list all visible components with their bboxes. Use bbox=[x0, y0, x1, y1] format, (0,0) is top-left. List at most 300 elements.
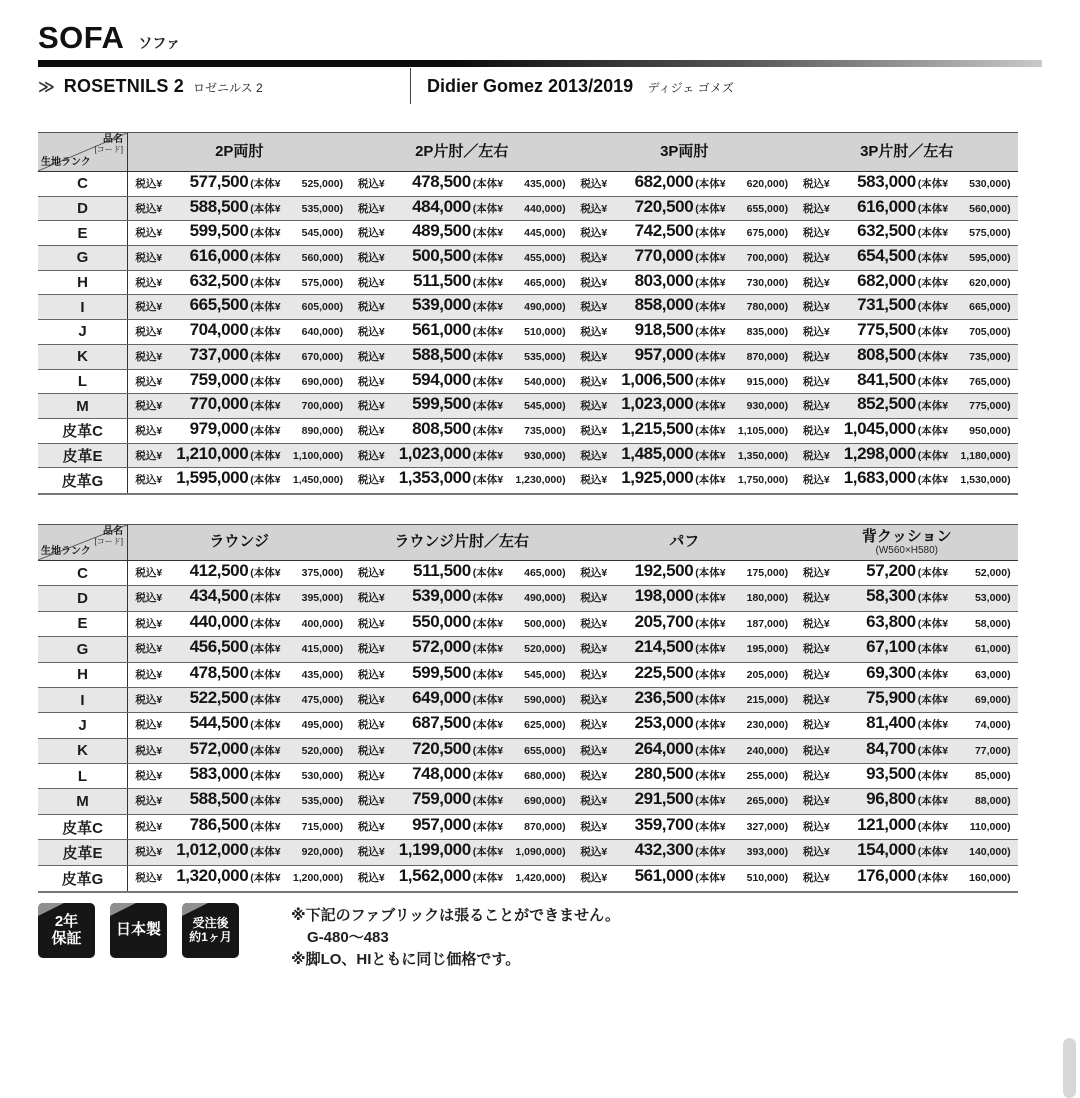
tax-included-price: 489,500 bbox=[412, 221, 471, 241]
price-cell bbox=[573, 713, 796, 737]
base-price-group: (本体¥ 690,000) bbox=[250, 375, 344, 388]
tax-included-label: 税込¥ bbox=[357, 350, 385, 363]
base-price-group: (本体¥ 835,000) bbox=[695, 326, 789, 339]
base-price-group: (本体¥ 545,000) bbox=[250, 227, 344, 240]
column-label: 3P片肘／左右 bbox=[860, 142, 954, 160]
tax-included-label: 税込¥ bbox=[357, 301, 385, 314]
corner-code-label: [コード] bbox=[94, 536, 123, 546]
tax-included-price: 803,000 bbox=[634, 270, 694, 290]
base-price: 1,230,000 bbox=[515, 474, 563, 487]
base-price-group: (本体¥ 393,000) bbox=[695, 846, 789, 859]
tax-included-label: 税込¥ bbox=[580, 227, 608, 240]
base-price: 465,000 bbox=[524, 276, 563, 289]
base-price: 1,180,000 bbox=[960, 449, 1008, 462]
tax-included-label: 税込¥ bbox=[135, 227, 163, 240]
column-header bbox=[573, 133, 796, 171]
price-cell bbox=[128, 713, 351, 737]
base-price: 560,000 bbox=[301, 252, 340, 265]
price-cell bbox=[128, 172, 351, 196]
tax-included-label: 税込¥ bbox=[357, 693, 385, 706]
tax-included-label: 税込¥ bbox=[357, 744, 385, 757]
tax-included-label: 税込¥ bbox=[802, 871, 830, 884]
base-price: 327,000 bbox=[746, 820, 785, 833]
base-price: 655,000 bbox=[524, 744, 563, 757]
product-header-row bbox=[38, 67, 1042, 105]
vertical-divider bbox=[410, 68, 411, 104]
tax-included-label: 税込¥ bbox=[580, 592, 608, 605]
tax-included-price: 682,000 bbox=[634, 172, 694, 191]
base-price-group: (本体¥ 53,000) bbox=[917, 592, 1011, 605]
product-name-ja: ロゼニルス 2 bbox=[192, 80, 263, 95]
base-price: 1,200,000 bbox=[292, 871, 340, 884]
tax-included-price: 253,000 bbox=[634, 713, 694, 733]
tax-included-label: 税込¥ bbox=[135, 820, 163, 833]
tax-included-label: 税込¥ bbox=[357, 400, 385, 413]
tax-included-price: 63,800 bbox=[866, 611, 916, 631]
base-price: 525,000 bbox=[301, 178, 340, 190]
tax-included-price: 737,000 bbox=[189, 344, 249, 364]
price-cell bbox=[573, 612, 796, 636]
tax-included-label: 税込¥ bbox=[135, 252, 163, 265]
table-row bbox=[38, 866, 1018, 891]
base-price: 690,000 bbox=[524, 795, 563, 808]
base-price-group: (本体¥ 415,000) bbox=[250, 643, 344, 656]
base-price: 870,000 bbox=[746, 350, 785, 363]
base-price-group: (本体¥ 775,000) bbox=[917, 400, 1011, 413]
base-price: 63,000 bbox=[974, 668, 1008, 681]
base-price-group: (本体¥ 1,100,000) bbox=[250, 449, 344, 462]
price-cell bbox=[796, 370, 1019, 394]
tax-included-price: 588,500 bbox=[189, 196, 249, 216]
price-cell bbox=[796, 739, 1019, 763]
price-cell bbox=[796, 345, 1019, 369]
base-price-group: (本体¥ 690,000) bbox=[472, 795, 566, 808]
base-price-group: (本体¥ 1,200,000) bbox=[250, 871, 344, 884]
fabric-rank-label: 皮革C bbox=[38, 815, 128, 839]
fabric-rank-label: H bbox=[38, 663, 128, 687]
fabric-rank-label: 皮革G bbox=[38, 866, 128, 891]
fabric-rank-label: D bbox=[38, 197, 128, 221]
base-price-group: (本体¥ 665,000) bbox=[917, 301, 1011, 314]
price-cell bbox=[351, 688, 574, 712]
corner-rank-label: 生地ランク bbox=[41, 157, 91, 168]
base-price: 655,000 bbox=[746, 202, 785, 215]
tax-included-label: 税込¥ bbox=[357, 424, 385, 437]
base-price-group: (本体¥ 890,000) bbox=[250, 424, 344, 437]
base-price: 950,000 bbox=[969, 424, 1008, 437]
tax-included-label: 税込¥ bbox=[135, 744, 163, 757]
tax-included-price: 572,000 bbox=[189, 738, 249, 758]
base-price: 510,000 bbox=[524, 326, 563, 339]
tax-included-label: 税込¥ bbox=[580, 668, 608, 681]
base-price-group: (本体¥ 680,000) bbox=[472, 770, 566, 783]
tax-included-label: 税込¥ bbox=[802, 719, 830, 732]
price-cell bbox=[796, 271, 1019, 295]
base-price: 215,000 bbox=[746, 693, 785, 706]
tax-included-label: 税込¥ bbox=[357, 770, 385, 783]
tax-included-label: 税込¥ bbox=[580, 202, 608, 215]
base-price: 915,000 bbox=[746, 375, 785, 388]
base-price-group: (本体¥ 490,000) bbox=[472, 301, 566, 314]
tax-included-label: 税込¥ bbox=[135, 424, 163, 437]
tax-included-label: 税込¥ bbox=[802, 375, 830, 388]
price-cell bbox=[573, 271, 796, 295]
base-price-group: (本体¥ 1,105,000) bbox=[695, 424, 789, 437]
base-price-group: (本体¥ 110,000) bbox=[917, 820, 1011, 833]
tax-included-label: 税込¥ bbox=[802, 693, 830, 706]
base-price-group: (本体¥ 950,000) bbox=[917, 424, 1011, 437]
price-cell bbox=[351, 840, 574, 864]
base-price-group: (本体¥ 590,000) bbox=[472, 693, 566, 706]
table-row bbox=[38, 637, 1018, 662]
base-price: 665,000 bbox=[969, 301, 1008, 314]
base-price: 85,000 bbox=[974, 770, 1008, 783]
base-price-group: (本体¥ 930,000) bbox=[695, 400, 789, 413]
table-row bbox=[38, 739, 1018, 764]
price-cell bbox=[796, 840, 1019, 864]
tax-included-price: 291,500 bbox=[634, 789, 694, 809]
badge-line: 受注後 bbox=[192, 916, 229, 931]
base-price: 77,000 bbox=[974, 744, 1008, 757]
price-cell bbox=[128, 739, 351, 763]
price-cell bbox=[573, 739, 796, 763]
tax-included-label: 税込¥ bbox=[357, 846, 385, 859]
tax-included-price: 616,000 bbox=[189, 246, 249, 266]
tax-included-label: 税込¥ bbox=[580, 424, 608, 437]
base-price: 680,000 bbox=[524, 770, 563, 783]
table-row bbox=[38, 444, 1018, 469]
fabric-rank-label: E bbox=[38, 221, 128, 245]
price-cell bbox=[351, 172, 574, 196]
tax-included-label: 税込¥ bbox=[580, 301, 608, 314]
price-cell bbox=[351, 637, 574, 661]
base-price-group: (本体¥ 52,000) bbox=[917, 566, 1011, 579]
base-price: 640,000 bbox=[301, 326, 340, 339]
tax-included-price: 539,000 bbox=[412, 586, 471, 606]
tax-included-price: 649,000 bbox=[412, 687, 471, 707]
base-price-group: (本体¥ 77,000) bbox=[917, 744, 1011, 757]
price-cell bbox=[796, 789, 1019, 813]
fabric-rank-label: 皮革E bbox=[38, 840, 128, 864]
price-cell bbox=[128, 468, 351, 493]
price-cell bbox=[351, 789, 574, 813]
base-price: 870,000 bbox=[524, 820, 563, 833]
price-cell bbox=[351, 612, 574, 636]
base-price-group: (本体¥ 58,000) bbox=[917, 617, 1011, 630]
price-cell bbox=[573, 295, 796, 319]
tax-included-price: 808,500 bbox=[412, 418, 471, 438]
price-cell bbox=[128, 688, 351, 712]
corner-rank-label: 生地ランク bbox=[41, 545, 91, 557]
base-price-group: (本体¥ 520,000) bbox=[250, 744, 344, 757]
table-row bbox=[38, 394, 1018, 419]
base-price: 465,000 bbox=[524, 566, 563, 579]
price-cell bbox=[573, 663, 796, 687]
tax-included-label: 税込¥ bbox=[135, 617, 163, 630]
base-price-group: (本体¥ 455,000) bbox=[472, 252, 566, 265]
tax-included-label: 税込¥ bbox=[802, 449, 830, 462]
tax-included-label: 税込¥ bbox=[802, 326, 830, 339]
tax-included-price: 1,023,000 bbox=[621, 394, 694, 414]
base-price: 187,000 bbox=[746, 617, 785, 630]
price-cell bbox=[573, 789, 796, 813]
base-price: 110,000 bbox=[969, 820, 1008, 833]
fabric-rank-label: K bbox=[38, 739, 128, 763]
base-price: 435,000 bbox=[301, 668, 340, 681]
base-price-group: (本体¥ 780,000) bbox=[695, 301, 789, 314]
tax-included-price: 456,500 bbox=[189, 637, 249, 657]
base-price-group: (本体¥ 180,000) bbox=[695, 592, 789, 605]
base-price: 395,000 bbox=[301, 592, 340, 605]
base-price: 1,100,000 bbox=[292, 449, 340, 462]
base-price-group: (本体¥ 1,090,000) bbox=[472, 846, 566, 859]
fabric-rank-label: C bbox=[38, 561, 128, 585]
base-price: 605,000 bbox=[301, 301, 340, 314]
base-price: 700,000 bbox=[301, 400, 340, 413]
base-price-group: (本体¥ 475,000) bbox=[250, 693, 344, 706]
tax-included-label: 税込¥ bbox=[357, 326, 385, 339]
base-price: 520,000 bbox=[524, 643, 563, 656]
base-price: 1,530,000 bbox=[960, 474, 1008, 487]
base-price: 445,000 bbox=[524, 227, 563, 240]
base-price-group: (本体¥ 560,000) bbox=[250, 252, 344, 265]
base-price-group: (本体¥ 705,000) bbox=[917, 326, 1011, 339]
badge-line: 日本製 bbox=[115, 921, 161, 939]
table-row bbox=[38, 586, 1018, 611]
gradient-divider-bar bbox=[38, 60, 1042, 67]
price-cell bbox=[796, 586, 1019, 610]
base-price: 530,000 bbox=[301, 770, 340, 783]
base-price-group: (本体¥ 495,000) bbox=[250, 719, 344, 732]
tax-included-price: 81,400 bbox=[866, 713, 916, 733]
fabric-rank-label: H bbox=[38, 271, 128, 295]
tax-included-price: 1,210,000 bbox=[176, 443, 249, 463]
base-price-group: (本体¥ 700,000) bbox=[250, 400, 344, 413]
base-price: 88,000 bbox=[974, 795, 1008, 808]
price-cell bbox=[351, 586, 574, 610]
tax-included-price: 561,000 bbox=[412, 320, 471, 340]
tax-included-label: 税込¥ bbox=[135, 202, 163, 215]
base-price: 205,000 bbox=[746, 668, 785, 681]
price-cell bbox=[351, 764, 574, 788]
tax-included-label: 税込¥ bbox=[135, 566, 163, 579]
tax-included-price: 687,500 bbox=[412, 713, 471, 733]
tax-included-label: 税込¥ bbox=[802, 643, 830, 656]
tax-included-price: 225,500 bbox=[634, 662, 694, 682]
tax-included-label: 税込¥ bbox=[357, 178, 385, 190]
price-cell bbox=[128, 561, 351, 585]
price-cell bbox=[128, 815, 351, 839]
base-price: 520,000 bbox=[301, 744, 340, 757]
page-footer bbox=[38, 903, 620, 970]
tax-included-price: 121,000 bbox=[857, 814, 916, 834]
tax-included-price: 632,500 bbox=[857, 221, 916, 241]
tax-included-label: 税込¥ bbox=[135, 178, 163, 190]
price-cell bbox=[351, 320, 574, 344]
base-price: 52,000 bbox=[974, 566, 1008, 579]
price-cell bbox=[796, 197, 1019, 221]
designer-name: Didier Gomez 2013/2019 bbox=[427, 75, 634, 96]
price-cell bbox=[128, 444, 351, 468]
base-price-group: (本体¥ 595,000) bbox=[917, 252, 1011, 265]
base-price: 595,000 bbox=[969, 252, 1008, 265]
base-price-group: (本体¥ 445,000) bbox=[472, 227, 566, 240]
tax-included-price: 979,000 bbox=[189, 418, 249, 438]
price-cell bbox=[796, 444, 1019, 468]
base-price-group: (本体¥ 535,000) bbox=[250, 795, 344, 808]
base-price: 535,000 bbox=[524, 350, 563, 363]
base-price-group: (本体¥ 530,000) bbox=[250, 770, 344, 783]
tax-included-label: 税込¥ bbox=[580, 276, 608, 289]
base-price: 490,000 bbox=[524, 301, 563, 314]
price-cell bbox=[796, 394, 1019, 418]
base-price-group: (本体¥ 640,000) bbox=[250, 326, 344, 339]
tax-included-label: 税込¥ bbox=[135, 350, 163, 363]
tax-included-price: 599,500 bbox=[412, 394, 471, 414]
base-price: 475,000 bbox=[301, 693, 340, 706]
tax-included-label: 税込¥ bbox=[802, 227, 830, 240]
base-price: 735,000 bbox=[524, 424, 563, 437]
column-header bbox=[351, 525, 574, 560]
tax-included-label: 税込¥ bbox=[580, 871, 608, 884]
note-fabric-codes: G-480〜483 bbox=[307, 928, 389, 946]
tax-included-label: 税込¥ bbox=[580, 400, 608, 413]
base-price-group: (本体¥ 575,000) bbox=[917, 227, 1011, 240]
category-title bbox=[38, 20, 1042, 56]
base-price: 620,000 bbox=[969, 276, 1008, 289]
table-row bbox=[38, 815, 1018, 840]
price-cell bbox=[573, 764, 796, 788]
price-cell bbox=[128, 394, 351, 418]
table-row bbox=[38, 789, 1018, 814]
table-row bbox=[38, 688, 1018, 713]
base-price: 775,000 bbox=[969, 400, 1008, 413]
base-price: 240,000 bbox=[746, 744, 785, 757]
tax-included-label: 税込¥ bbox=[357, 202, 385, 215]
table-row bbox=[38, 419, 1018, 444]
tax-included-price: 69,300 bbox=[866, 662, 916, 682]
base-price: 930,000 bbox=[746, 400, 785, 413]
base-price: 74,000 bbox=[974, 719, 1008, 732]
base-price-group: (本体¥ 400,000) bbox=[250, 617, 344, 630]
price-cell bbox=[351, 815, 574, 839]
tax-included-price: 731,500 bbox=[857, 295, 916, 315]
tax-included-label: 税込¥ bbox=[580, 326, 608, 339]
tax-included-price: 478,500 bbox=[189, 662, 249, 682]
price-cell bbox=[573, 468, 796, 493]
price-cell bbox=[796, 764, 1019, 788]
base-price: 780,000 bbox=[746, 301, 785, 314]
price-cell bbox=[573, 815, 796, 839]
price-cell bbox=[796, 468, 1019, 493]
base-price: 590,000 bbox=[524, 693, 563, 706]
price-cell bbox=[573, 320, 796, 344]
base-price: 530,000 bbox=[969, 178, 1008, 190]
tax-included-label: 税込¥ bbox=[802, 617, 830, 630]
column-label: 2P片肘／左右 bbox=[415, 142, 509, 160]
tax-included-label: 税込¥ bbox=[580, 719, 608, 732]
column-header bbox=[573, 525, 796, 560]
tax-included-price: 748,000 bbox=[412, 764, 471, 784]
tax-included-price: 742,500 bbox=[634, 221, 694, 241]
tax-included-label: 税込¥ bbox=[802, 820, 830, 833]
tax-included-price: 616,000 bbox=[857, 196, 916, 216]
tax-included-label: 税込¥ bbox=[135, 474, 163, 487]
fabric-rank-label: C bbox=[38, 172, 128, 196]
price-cell bbox=[351, 468, 574, 493]
price-table-lounge bbox=[38, 524, 1018, 893]
base-price: 715,000 bbox=[301, 820, 340, 833]
fabric-rank-label: J bbox=[38, 320, 128, 344]
price-cell bbox=[351, 345, 574, 369]
base-price: 400,000 bbox=[301, 617, 340, 630]
price-cell bbox=[128, 789, 351, 813]
tax-included-price: 522,500 bbox=[189, 687, 249, 707]
tax-included-price: 775,500 bbox=[857, 320, 916, 340]
column-label: ラウンジ bbox=[209, 533, 270, 551]
tax-included-price: 484,000 bbox=[412, 196, 471, 216]
base-price: 535,000 bbox=[301, 795, 340, 808]
base-price-group: (本体¥ 440,000) bbox=[472, 202, 566, 215]
tax-included-label: 税込¥ bbox=[580, 178, 608, 190]
price-cell bbox=[128, 320, 351, 344]
base-price-group: (本体¥ 510,000) bbox=[472, 326, 566, 339]
base-price: 620,000 bbox=[746, 178, 785, 190]
tax-included-label: 税込¥ bbox=[580, 617, 608, 630]
price-cell bbox=[573, 394, 796, 418]
tax-included-label: 税込¥ bbox=[802, 202, 830, 215]
base-price-group: (本体¥ 605,000) bbox=[250, 301, 344, 314]
base-price: 58,000 bbox=[974, 617, 1008, 630]
base-price-group: (本体¥ 140,000) bbox=[917, 846, 1011, 859]
base-price-group: (本体¥ 500,000) bbox=[472, 617, 566, 630]
tax-included-label: 税込¥ bbox=[135, 375, 163, 388]
tax-included-label: 税込¥ bbox=[135, 719, 163, 732]
base-price: 560,000 bbox=[969, 202, 1008, 215]
tax-included-price: 67,100 bbox=[866, 637, 916, 657]
base-price-group: (本体¥ 1,530,000) bbox=[917, 474, 1011, 487]
tax-included-label: 税込¥ bbox=[580, 643, 608, 656]
price-table-sofa bbox=[38, 132, 1018, 495]
tax-included-label: 税込¥ bbox=[802, 350, 830, 363]
base-price: 53,000 bbox=[974, 592, 1008, 605]
tax-included-price: 154,000 bbox=[857, 840, 916, 860]
tax-included-label: 税込¥ bbox=[802, 276, 830, 289]
tax-included-price: 550,000 bbox=[412, 611, 471, 631]
base-price-group: (本体¥ 435,000) bbox=[472, 178, 566, 190]
scrollbar-thumb[interactable] bbox=[1063, 1038, 1076, 1098]
fabric-rank-label: L bbox=[38, 764, 128, 788]
tax-included-label: 税込¥ bbox=[357, 668, 385, 681]
tax-included-label: 税込¥ bbox=[357, 592, 385, 605]
tax-included-price: 57,200 bbox=[866, 560, 916, 580]
tax-included-price: 588,500 bbox=[412, 344, 471, 364]
table-header-row bbox=[38, 525, 1018, 561]
tax-included-label: 税込¥ bbox=[580, 795, 608, 808]
base-price-group: (本体¥ 375,000) bbox=[250, 566, 344, 579]
tax-included-label: 税込¥ bbox=[580, 693, 608, 706]
price-cell bbox=[128, 197, 351, 221]
base-price-group: (本体¥ 1,450,000) bbox=[250, 474, 344, 487]
price-cell bbox=[128, 271, 351, 295]
column-sublabel: (W560×H580) bbox=[875, 545, 939, 557]
price-cell bbox=[796, 320, 1019, 344]
column-header bbox=[128, 525, 351, 560]
base-price-group: (本体¥ 655,000) bbox=[695, 202, 789, 215]
price-cell bbox=[573, 221, 796, 245]
base-price-group: (本体¥ 255,000) bbox=[695, 770, 789, 783]
table-header-row bbox=[38, 133, 1018, 172]
